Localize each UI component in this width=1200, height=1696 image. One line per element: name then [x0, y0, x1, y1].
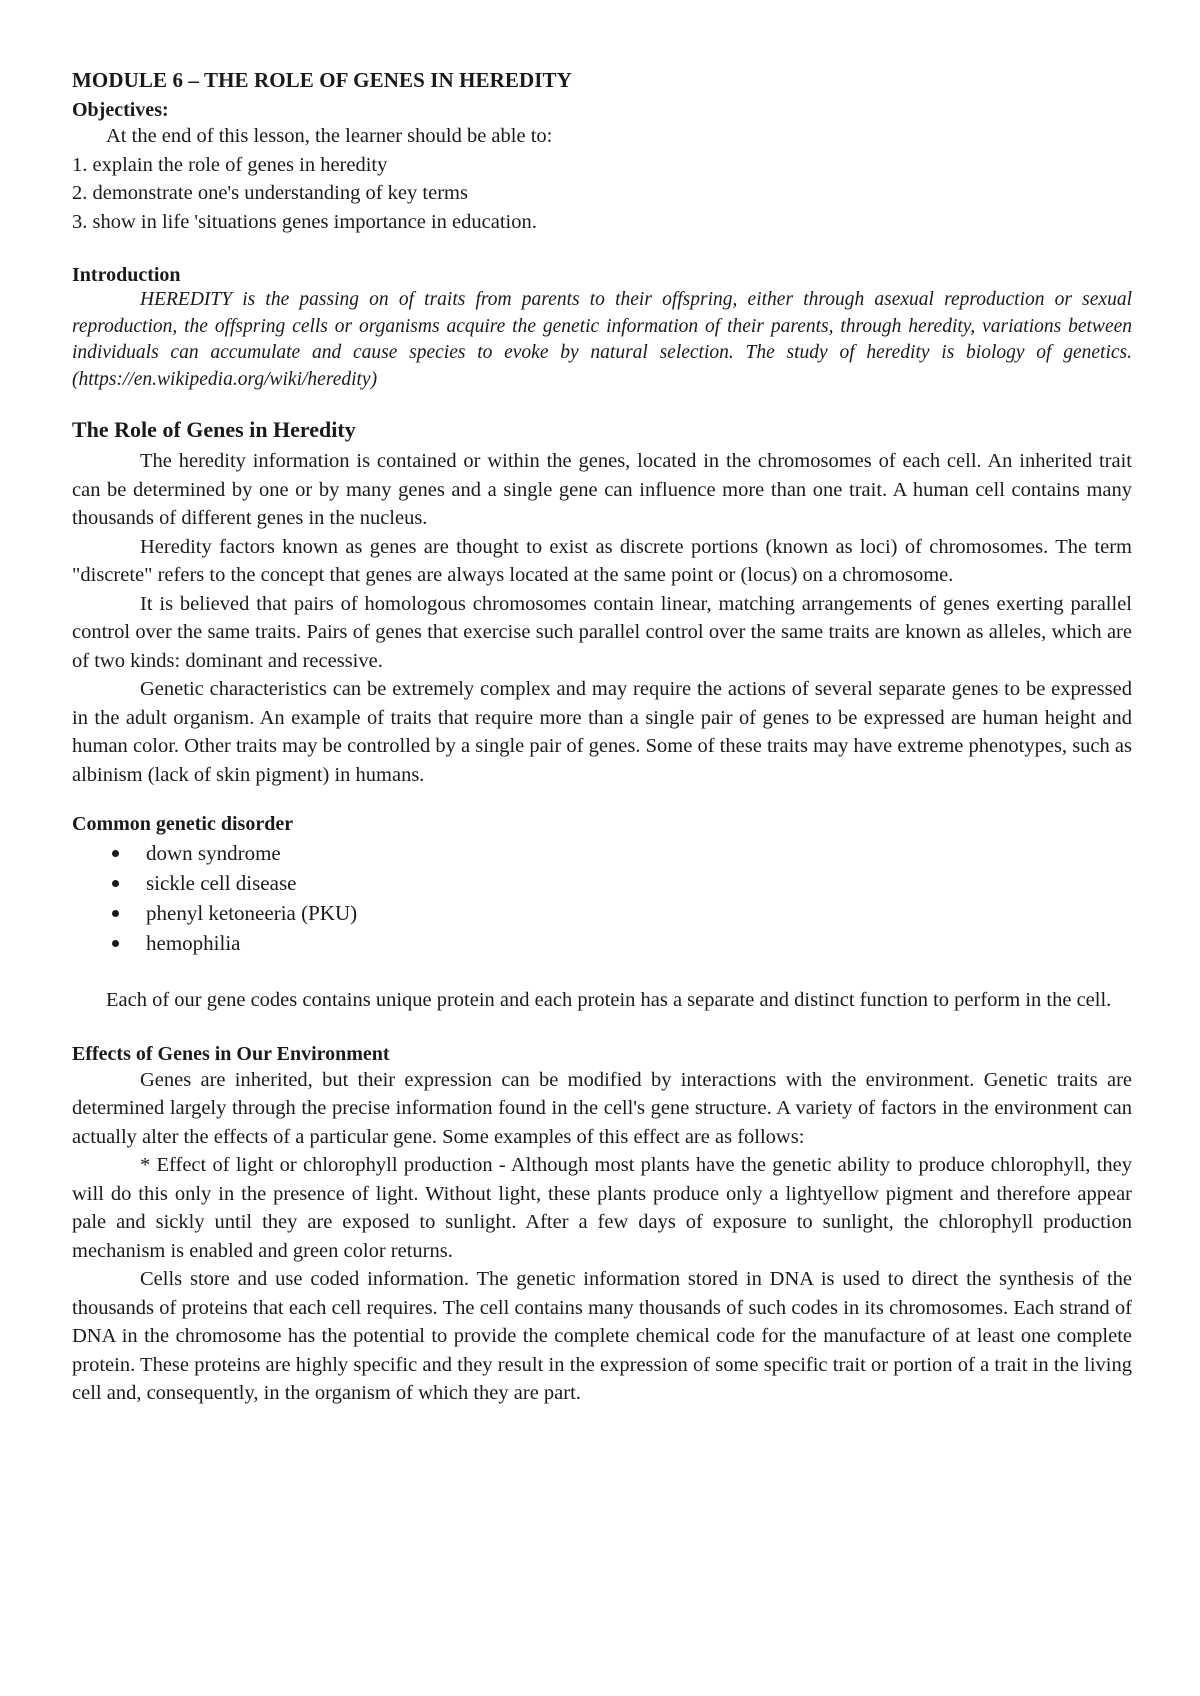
objectives-section [72, 99, 1132, 236]
list-item: phenyl ketoneeria (PKU) [72, 898, 1132, 928]
introduction-section [72, 264, 1132, 393]
objectives-heading: Objectives: [72, 99, 169, 121]
list-item: hemophilia [72, 928, 1132, 958]
effects-section [72, 1043, 1132, 1408]
effects-heading: Effects of Genes in Our Environment [72, 1042, 390, 1065]
module-title: MODULE 6 – THE ROLE OF GENES IN HEREDITY [72, 68, 572, 92]
role-paragraph: Genetic characteristics can be extremely complex and may require the actions of several separate genes to be expressed in the adult organism. An example of traits that require more than a single pair of genes to be expressed are human height and human color. Other traits may be controlled by a single pair of genes. Some of these traits may have extreme phenotypes, such as albinism (lack of skin pigment) in humans. [72, 678, 1132, 786]
role-heading: The Role of Genes in Heredity [72, 417, 356, 442]
disorders-closing: Each of our gene codes contains unique protein and each protein has a separate and distinct function to perform in the cell. [106, 989, 1112, 1011]
objective-item: 3. show in life 'situations genes importance in education. [72, 210, 537, 233]
effects-paragraph: Genes are inherited, but their expression can be modified by interactions with the environment. Genetic traits are determined largely through the precise information found in the cell's gene structure. A variety of factors in the environment can actually alter the effects of a particular gene. Some examples of this effect are as follows: [72, 1068, 1132, 1148]
bullet-icon [112, 940, 119, 947]
role-section [72, 417, 1132, 789]
disorders-section [72, 813, 1132, 1015]
role-paragraph: It is believed that pairs of homologous chromosomes contain linear, matching arrangements of genes exerting parallel control over the same traits. Pairs of genes that exercise such parallel control over the same traits are known as alleles, which are of two kinds: dominant and recessive. [72, 592, 1132, 672]
introduction-heading: Introduction [72, 264, 181, 286]
effects-paragraph: * Effect of light or chlorophyll production - Although most plants have the genetic ability to produce chlorophyll, they will do this only in the presence of light. Without light, these plants produce only a lightyellow pigment and therefore appear pale and sickly until they are exposed to sunlight. After a few days of exposure to sunlight, the chlorophyll production mechanism is enabled and green color returns. [72, 1154, 1132, 1262]
objective-item: 2. demonstrate one's understanding of key terms [72, 182, 468, 204]
bullet-icon [112, 850, 119, 857]
disorders-heading: Common genetic disorder [72, 813, 294, 835]
objective-item: 1. explain the role of genes in heredity [72, 153, 388, 176]
role-paragraph: The heredity information is contained or within the genes, located in the chromosomes of each cell. An inherited trait can be determined by one or by many genes and a single gene can influence more than one trait. A human cell contains many thousands of different genes in the nucleus. [72, 450, 1132, 529]
disorders-list [72, 838, 1132, 958]
list-item: down syndrome [72, 838, 1132, 868]
role-paragraph: Heredity factors known as genes are thought to exist as discrete portions (known as loci) of chromosomes. The term "discrete" refers to the concept that genes are always located at the same point or (locus) on a chromosome. [72, 535, 1132, 586]
bullet-icon [112, 880, 119, 887]
introduction-text: HEREDITY is the passing on of traits from parents to their offspring, either through asexual reproduction or sexual reproduction, the offspring cells or organisms acquire the genetic information of their parents, through heredity, variations between individuals can accumulate and cause species to evoke by natural selection. The study of heredity is biology of genetics. (https://en.wikipedia.org/wiki/heredity) [72, 289, 1132, 390]
objectives-intro: At the end of this lesson, the learner should be able to: [106, 125, 553, 147]
list-item: sickle cell disease [72, 868, 1132, 898]
effects-paragraph: Cells store and use coded information. The genetic information stored in DNA is used to direct the synthesis of the thousands of proteins that each cell requires. The cell contains many thousands of such codes in its chromosomes. Each strand of DNA in the chromosome has the potential to provide the complete chemical code for the manufacture of at least one complete protein. These proteins are highly specific and they result in the expression of some specific trait or portion of a trait in the living cell and, consequently, in the organism of which they are part. [72, 1268, 1132, 1404]
bullet-icon [112, 910, 119, 917]
